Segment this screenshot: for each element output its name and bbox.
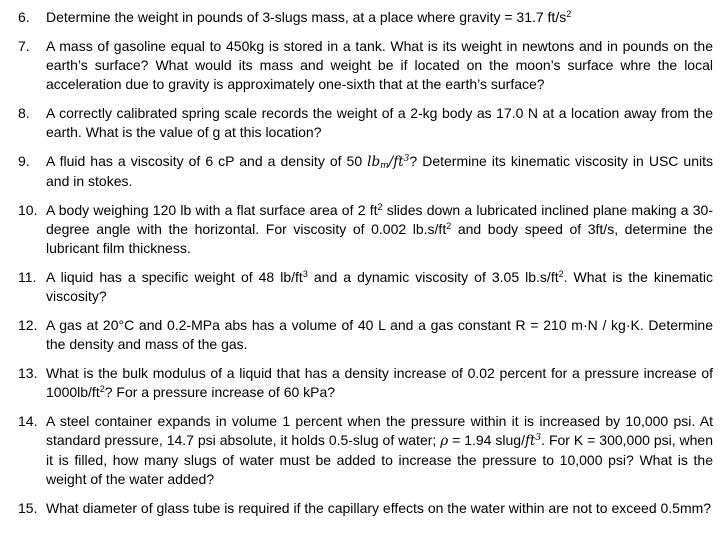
problem-text: A correctly calibrated spring scale records the weight of a 2-kg body as 17.0 N at a location away from the earth. What is the value of g at this location? xyxy=(46,105,713,140)
problem-number: 7. xyxy=(18,38,30,54)
problem-number: 12. xyxy=(18,317,38,333)
problem-text: A mass of gasoline equal to 450kg is stored in a tank. What is its weight in newtons and in pounds on the earth’s surface? What would its mass and weight be if located on the moon’s surface whre the local acceleration due to gravity is approximately one-sixth that at the earth’s surface? xyxy=(46,38,713,92)
density-unit: $lb_m/ft^3$ xyxy=(367,154,410,171)
problem-7 xyxy=(18,37,713,94)
problem-number: 14. xyxy=(18,413,38,429)
problem-text: What diameter of glass tube is required if the capillary effects on the water within are not to exceed 0.5mm? xyxy=(46,500,712,516)
problem-15 xyxy=(18,499,713,518)
problem-number: 13. xyxy=(18,365,38,381)
problem-number: 11. xyxy=(18,269,37,285)
problem-text: A liquid has a specific weight of 48 $lb/ft^3$ and a dynamic viscosity of 3.05 $lb.s/ft^2$. What is the kinematic viscosity? xyxy=(46,269,714,304)
problem-12 xyxy=(18,316,713,354)
problem-number: 10. xyxy=(18,202,38,218)
problem-14 xyxy=(18,412,713,489)
rho-symbol: ρ xyxy=(440,433,449,449)
problem-text: What is the bulk modulus of a liquid that has a density increase of 0.02 percent for a pressure increase of $1000lb/ft^2$? For a pressure increase of 60 kPa? xyxy=(46,365,713,400)
problem-text: A fluid has a viscosity of 6 cP and a density of 50 $lb_m/ft^3$? Determine its kinematic viscosity in USC units and in stokes. xyxy=(46,153,713,189)
problem-text: Determine the weight in pounds of 3-slugs mass, at a place where gravity = 31.7 $ft/s^2$ xyxy=(46,9,572,25)
problem-text: A steel container expands in volume 1 percent when the pressure within it is increased by 10,000 psi. At standard pressure, 14.7 psi absolute, it holds 0.5-slug of water; ρ = 1.94 slug/$ft^3$. For K = 300,000 psi, when it is filled, how many slugs of water must be added to increase the pressure to 10,000 psi? What is the weight of the water added? xyxy=(46,413,714,487)
volume-unit: $ft^3$ xyxy=(524,433,542,449)
problem-9 xyxy=(18,152,713,191)
problem-text: A gas at 20°C and 0.2-MPa abs has a volume of 40 L and a gas constant R = 210 m·N / kg·K. Determine the density and mass of the gas. xyxy=(46,317,713,352)
problem-8 xyxy=(18,104,713,142)
problem-6 xyxy=(18,8,713,27)
problem-list xyxy=(18,8,713,518)
problem-number: 9. xyxy=(18,153,30,169)
problem-10 xyxy=(18,201,713,258)
problem-11 xyxy=(18,268,713,306)
problem-number: 8. xyxy=(18,105,30,121)
problem-number: 15. xyxy=(18,500,38,516)
problem-number: 6. xyxy=(18,9,30,25)
problem-text: A body weighing 120 lb with a flat surface area of 2 $ft^2$ slides down a lubricated inclined plane making a 30-degree angle with the horizontal. For viscosity of 0.002 $lb.s/ft^2$ and body speed of 3ft/s, determine the lubricant film thickness. xyxy=(46,202,713,256)
problem-13 xyxy=(18,364,713,402)
